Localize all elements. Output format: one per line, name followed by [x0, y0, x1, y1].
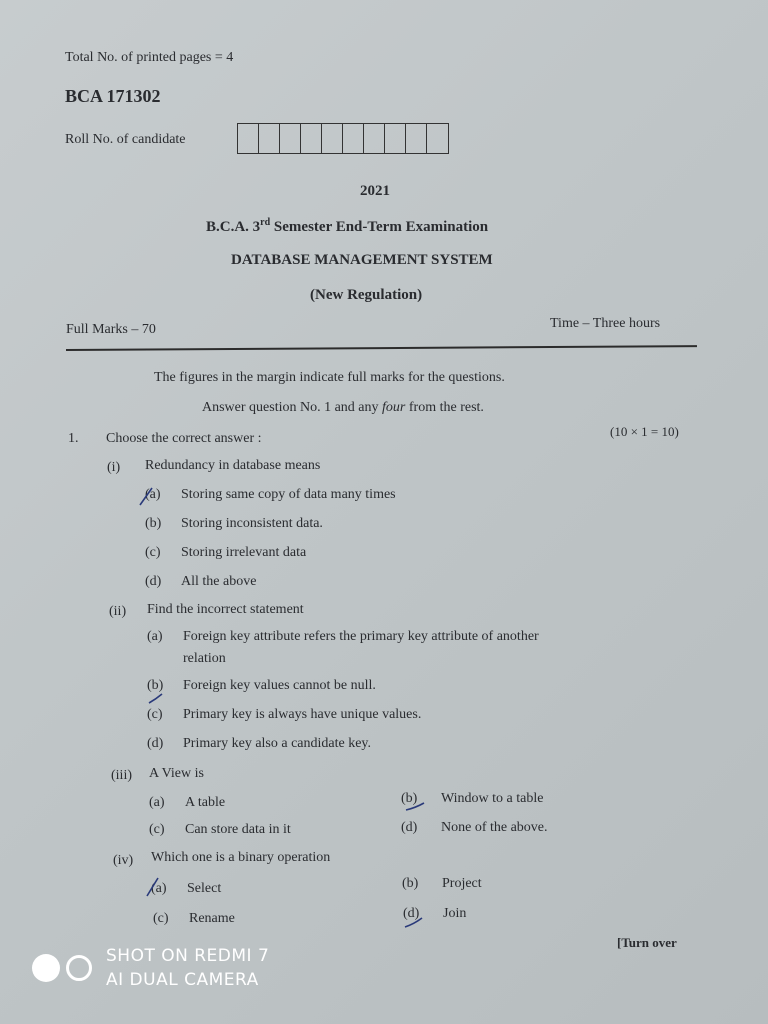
option-label: (c)	[145, 545, 161, 560]
roll-number-label: Roll No. of candidate	[65, 132, 186, 147]
option-text: Rename	[189, 911, 235, 926]
sub-question-number: (i)	[107, 460, 121, 475]
option-text: Window to a table	[441, 791, 544, 806]
option-label: (c)	[153, 911, 169, 926]
option-label: (c)	[147, 707, 163, 722]
option-label: (c)	[149, 822, 165, 837]
printed-pages-note: Total No. of printed pages = 4	[65, 50, 234, 65]
watermark-dot-icon	[32, 954, 60, 982]
instruction-marks: The figures in the margin indicate full marks for the questions.	[154, 370, 505, 385]
sub-question-number: (ii)	[109, 604, 127, 619]
option-text-continued: relation	[183, 651, 226, 666]
option-text: None of the above.	[441, 820, 548, 835]
option-text: Primary key is always have unique values.	[183, 707, 422, 722]
watermark-line-1: SHOT ON REDMI 7	[106, 946, 270, 966]
option-label: (a)	[147, 629, 163, 644]
watermark-line-2: AI DUAL CAMERA	[106, 970, 259, 990]
option-label: (b)	[402, 876, 419, 891]
answer-tick-mark	[406, 803, 424, 810]
option-text: Storing inconsistent data.	[181, 516, 323, 531]
exam-time: Time – Three hours	[550, 316, 661, 331]
option-text: Select	[187, 881, 222, 896]
sub-question-text: Find the incorrect statement	[147, 602, 304, 617]
option-label: (d)	[145, 574, 162, 589]
exam-year: 2021	[360, 183, 390, 199]
regulation-note: (New Regulation)	[310, 287, 423, 303]
option-label: (b)	[401, 791, 418, 806]
sub-question-number: (iv)	[113, 853, 134, 868]
option-text: Foreign key values cannot be null.	[183, 678, 376, 693]
option-label: (b)	[147, 678, 164, 693]
answer-tick-mark	[405, 918, 422, 927]
option-text: Join	[443, 906, 467, 921]
option-label: (d)	[147, 736, 164, 751]
option-text: Project	[442, 876, 482, 891]
option-label: (a)	[145, 487, 161, 502]
answer-tick-mark	[140, 488, 152, 505]
question-marks: (10 × 1 = 10)	[610, 424, 679, 439]
full-marks: Full Marks – 70	[66, 322, 156, 337]
sub-question-text: Redundancy in database means	[145, 458, 321, 473]
sub-question-text: A View is	[149, 766, 204, 781]
subject-title: DATABASE MANAGEMENT SYSTEM	[231, 252, 493, 268]
option-text: Primary key also a candidate key.	[183, 736, 372, 751]
instruction-answer: Answer question No. 1 and any four from the rest.	[202, 400, 484, 415]
answer-tick-mark	[149, 694, 162, 703]
question-text: Choose the correct answer :	[106, 431, 262, 446]
option-text: Can store data in it	[185, 822, 291, 837]
sub-question-text: Which one is a binary operation	[151, 850, 331, 865]
watermark-ring-icon	[66, 955, 92, 981]
turn-over-note: [Turn over	[617, 935, 677, 950]
course-code: BCA 171302	[65, 86, 161, 106]
option-label: (d)	[403, 906, 420, 921]
option-label: (a)	[149, 795, 165, 810]
option-text: Storing irrelevant data	[181, 545, 307, 560]
option-text: A table	[185, 795, 226, 810]
question-number: 1.	[68, 431, 79, 446]
option-label: (a)	[151, 881, 167, 896]
option-label: (b)	[145, 516, 162, 531]
exam-title: B.C.A. 3rd Semester End-Term Examination	[206, 217, 489, 235]
sub-question-number: (iii)	[111, 768, 132, 783]
option-label: (d)	[401, 820, 418, 835]
option-text: Storing same copy of data many times	[181, 487, 396, 502]
option-text: Foreign key attribute refers the primary key attribute of another	[183, 629, 539, 644]
camera-watermark	[32, 944, 269, 992]
answer-tick-mark	[147, 878, 158, 896]
option-text: All the above	[181, 574, 257, 589]
